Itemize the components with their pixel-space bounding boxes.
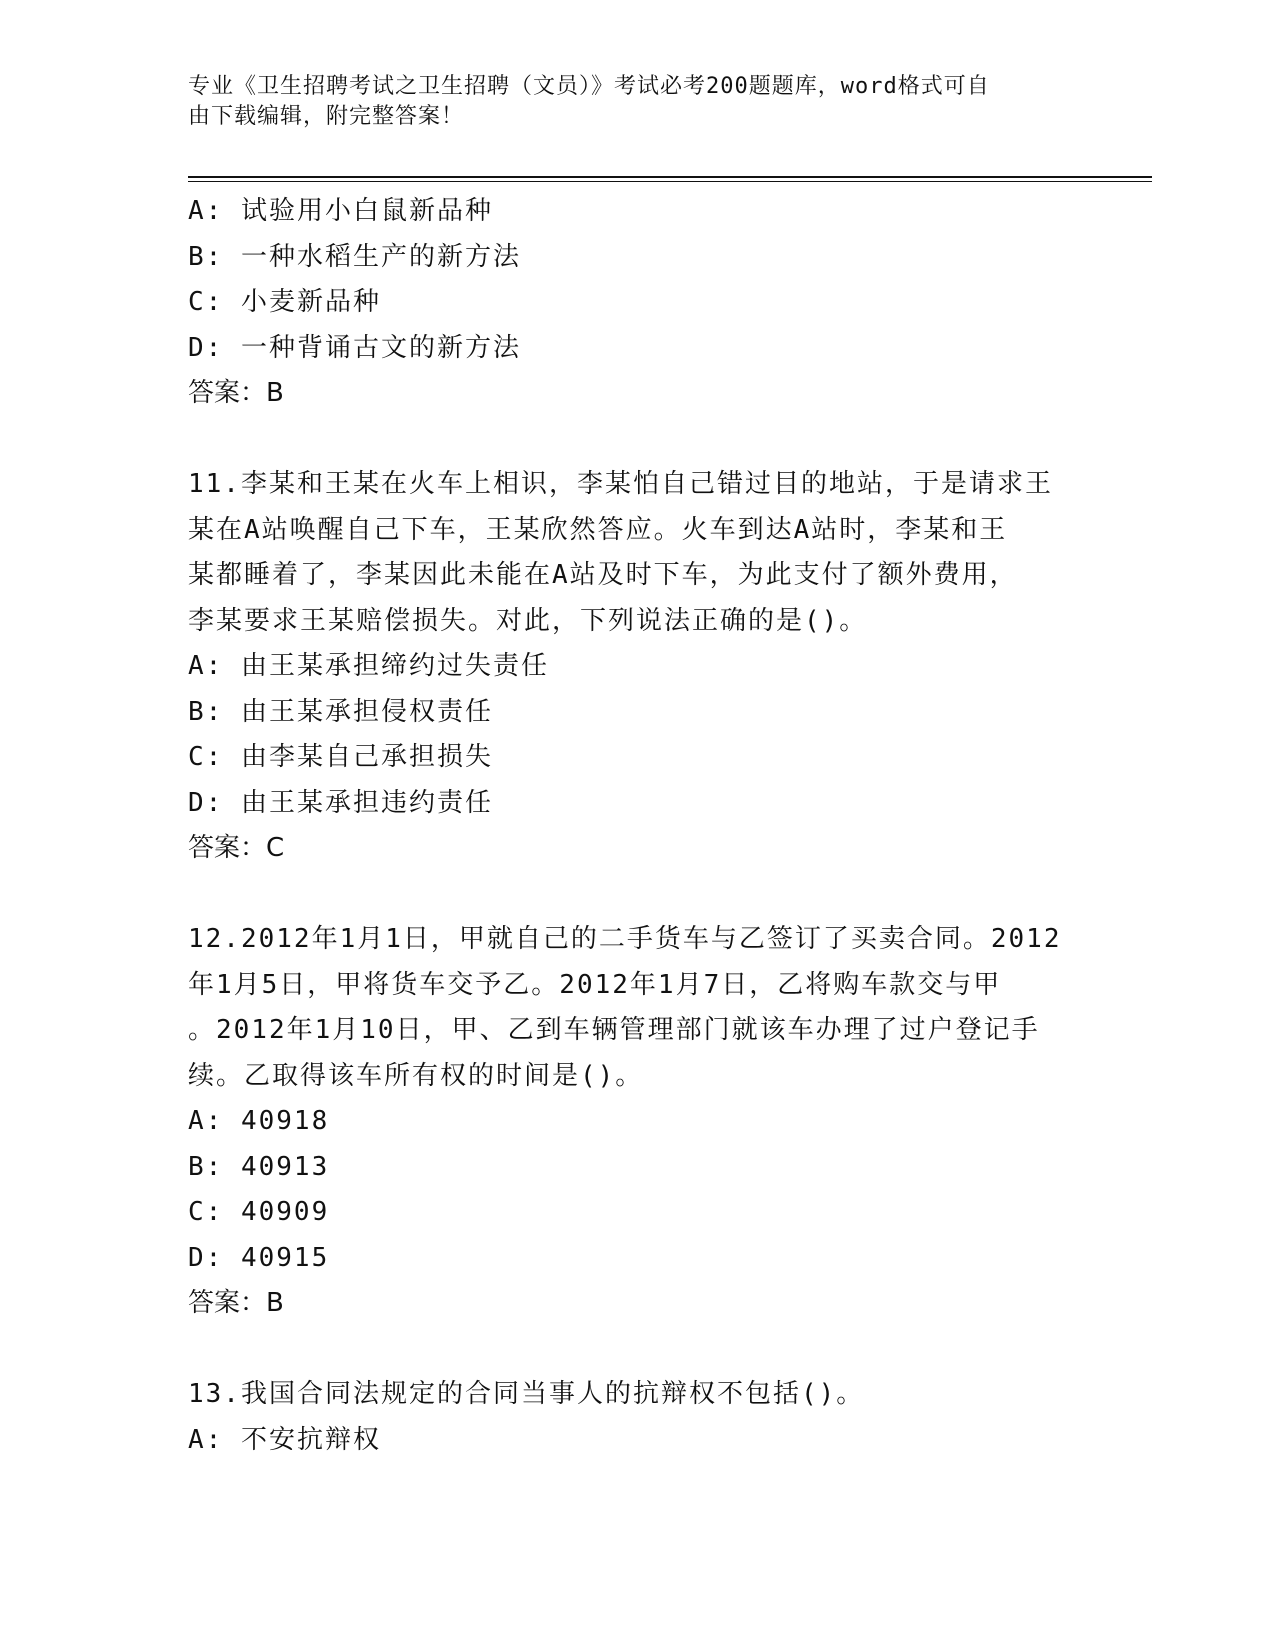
option-c: C: 小麦新品种 xyxy=(188,287,381,317)
option-a: A: 试验用小白鼠新品种 xyxy=(188,196,493,226)
question-stem-line: 。2012年1月10日，甲、乙到车辆管理部门就该车办理了过户登记手 xyxy=(188,1015,1040,1045)
option-d: D: 40915 xyxy=(188,1242,330,1273)
header-line-2: 由下载编辑，附完整答案！ xyxy=(188,104,465,129)
question-12 xyxy=(188,917,1088,1327)
question-10 xyxy=(188,189,1088,417)
answer-line: 答案：B xyxy=(188,378,284,408)
question-spacer xyxy=(188,872,1088,918)
question-spacer xyxy=(188,1327,1088,1373)
header-line-1: 专业《卫生招聘考试之卫生招聘（文员）》考试必考200题题库，word格式可自 xyxy=(188,74,990,99)
option-a: A: 由王某承担缔约过失责任 xyxy=(188,651,549,681)
question-list xyxy=(188,189,1088,1463)
question-spacer xyxy=(188,417,1088,463)
question-13 xyxy=(188,1372,1088,1463)
answer-line: 答案：B xyxy=(188,1288,284,1318)
option-b: B: 40913 xyxy=(188,1151,330,1182)
option-b: B: 一种水稻生产的新方法 xyxy=(188,241,521,272)
question-stem-line: 13.我国合同法规定的合同当事人的抗辩权不包括()。 xyxy=(188,1379,865,1409)
option-d: D: 由王某承担违约责任 xyxy=(188,787,493,818)
option-b: B: 由王某承担侵权责任 xyxy=(188,696,493,727)
option-c: C: 由李某自己承担损失 xyxy=(188,742,493,772)
question-11 xyxy=(188,462,1088,872)
question-stem-line: 某在A站唤醒自己下车，王某欣然答应。火车到达A站时，李某和王 xyxy=(188,514,1008,545)
header-divider xyxy=(188,176,1152,182)
question-stem-line: 12.2012年1月1日，甲就自己的二手货车与乙签订了买卖合同。2012 xyxy=(188,924,1062,954)
question-stem-line: 11.李某和王某在火车上相识，李某怕自己错过目的地站，于是请求王 xyxy=(188,469,1053,499)
question-stem-line: 李某要求王某赔偿损失。对此，下列说法正确的是()。 xyxy=(188,605,868,636)
option-a: A: 不安抗辩权 xyxy=(188,1424,381,1455)
answer-line: 答案：C xyxy=(188,833,285,863)
option-a: A: 40918 xyxy=(188,1106,330,1136)
option-d: D: 一种背诵古文的新方法 xyxy=(188,332,521,363)
question-stem-line: 年1月5日，甲将货车交予乙。2012年1月7日，乙将购车款交与甲 xyxy=(188,969,1002,1000)
document-header xyxy=(188,72,1088,132)
option-c: C: 40909 xyxy=(188,1197,330,1227)
question-stem-line: 某都睡着了，李某因此未能在A站及时下车，为此支付了额外费用， xyxy=(188,560,1018,590)
question-stem-line: 续。乙取得该车所有权的时间是()。 xyxy=(188,1060,644,1091)
